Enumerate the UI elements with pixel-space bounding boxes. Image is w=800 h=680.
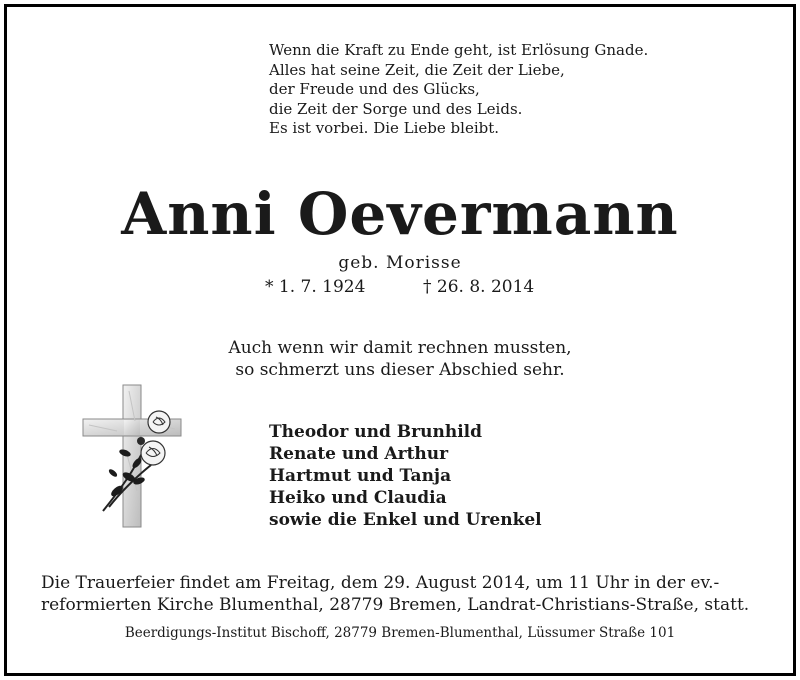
undertaker-info: Beerdigungs-Institut Bischoff, 28779 Bremen-Blumenthal, Lüssumer Straße 101 [124,625,676,641]
obituary-notice [4,4,796,676]
family-line: Heiko und Claudia [269,488,447,508]
poem [269,41,648,139]
family-line: Theodor und Brunhild [269,422,482,442]
quote-line: so schmerzt uns dieser Abschied sehr. [235,360,565,380]
life-dates [7,277,793,301]
maiden-name: geb. Morisse [338,253,462,273]
poem-line: die Zeit der Sorge und des Leids. [269,99,523,118]
service-line: Die Trauerfeier findet am Freitag, dem 29. August 2014, um 11 Uhr in der ev.- [41,573,720,593]
death-date: † 26. 8. 2014 [423,277,535,297]
family-list [269,421,542,531]
family-line: Renate und Arthur [269,444,449,464]
farewell-quote [7,337,793,381]
poem-line: Alles hat seine Zeit, die Zeit der Liebe, [269,60,565,79]
deceased-name: Anni Oevermann [121,180,679,248]
funeral-service-info [41,572,761,616]
quote-line: Auch wenn wir damit rechnen mussten, [228,338,572,358]
family-line: Hartmut und Tanja [269,466,452,486]
poem-line: der Freude und des Glücks, [269,80,480,98]
birth-date: * 1. 7. 1924 [265,277,366,297]
cross-with-roses-icon [79,381,183,531]
poem-line: Wenn die Kraft zu Ende geht, ist Erlösung Gnade. [269,41,649,59]
poem-line: Es ist vorbei. Die Liebe bleibt. [269,119,500,137]
service-line: reformierten Kirche Blumenthal, 28779 Bremen, Landrat-Christians-Straße, statt. [41,595,750,615]
family-line: sowie die Enkel und Urenkel [269,510,542,530]
